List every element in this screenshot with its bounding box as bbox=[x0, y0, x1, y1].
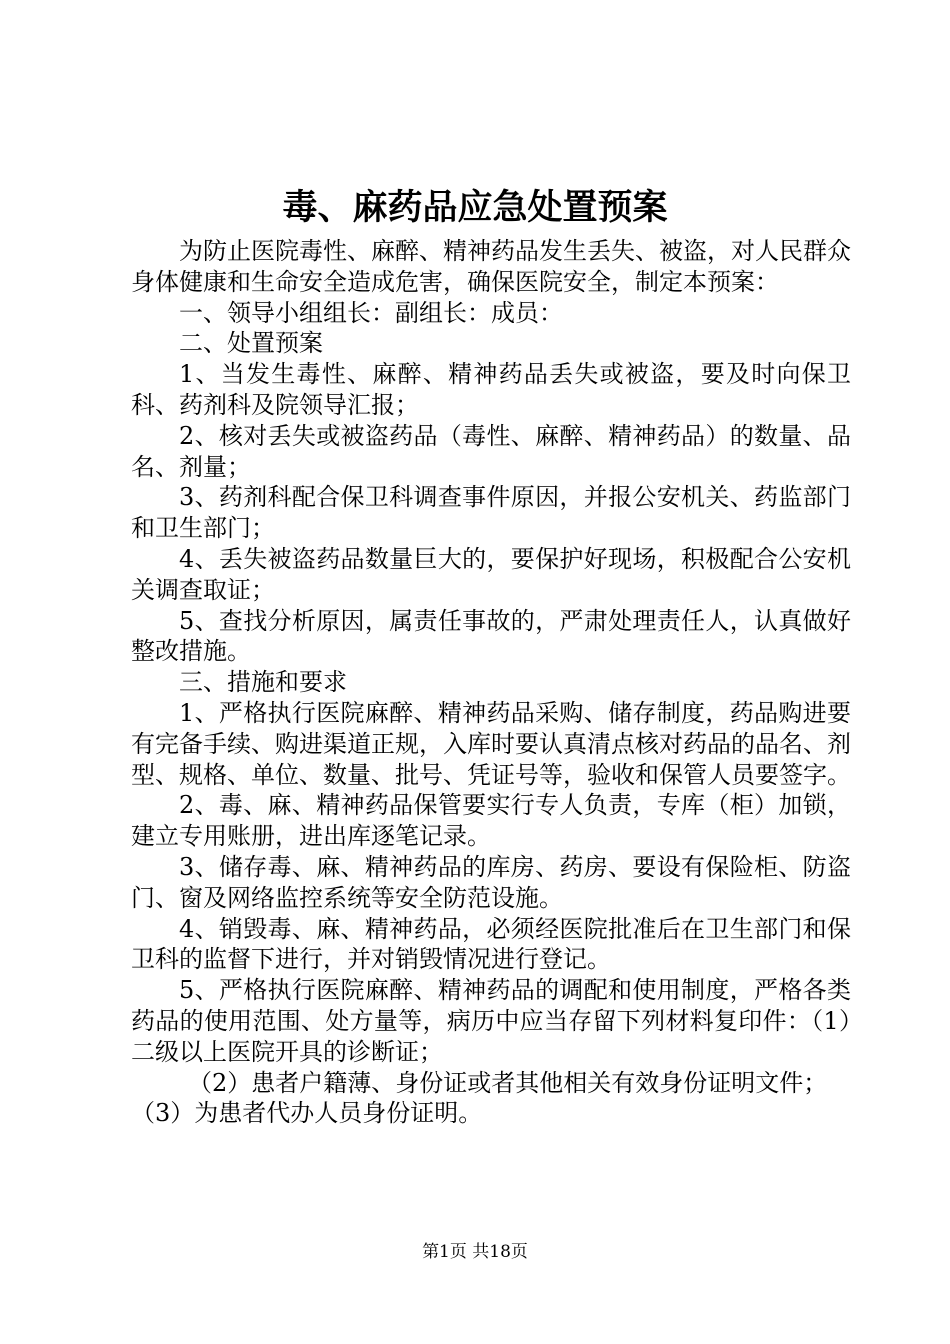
page-number-footer: 第1页 共18页 bbox=[422, 1242, 528, 1262]
paragraph-item: 1、严格执行医院麻醉、精神药品采购、储存制度，药品购进要有完备手续、购进渠道正规，入库时要认真清点核对药品的品名、剂型、规格、单位、数量、批号、凭证号等，验收和保管人员要签字。 bbox=[131, 698, 851, 789]
paragraph-item: 5、严格执行医院麻醉、精神药品的调配和使用制度，严格各类药品的使用范围、处方量等，病历中应当存留下列材料复印件：（1）二级以上医院开具的诊断证； bbox=[131, 976, 851, 1066]
paragraph-intro: 为防止医院毒性、麻醉、精神药品发生丢失、被盗，对人民群众身体健康和生命安全造成危害，确保医院安全，制定本预案： bbox=[131, 237, 851, 296]
section-heading-measures: 三、措施和要求 bbox=[179, 668, 347, 697]
paragraph-item: 2、毒、麻、精神药品保管要实行专人负责，专库（柜）加锁，建立专用账册，进出库逐笔记录。 bbox=[131, 791, 851, 851]
paragraph-item: 2、核对丢失或被盗药品（毒性、麻醉、精神药品）的数量、品名、剂量； bbox=[131, 421, 851, 481]
paragraph-item: 4、丢失被盗药品数量巨大的，要保护好现场，积极配合公安机关调查取证； bbox=[131, 544, 851, 604]
section-heading-response-plan: 二、处置预案 bbox=[179, 329, 323, 358]
paragraph-subitem: （2）患者户籍薄、身份证或者其他相关有效身份证明文件； bbox=[188, 1068, 828, 1097]
paragraph-item: 1、当发生毒性、麻醉、精神药品丢失或被盗，要及时向保卫科、药剂科及院领导汇报； bbox=[131, 360, 851, 419]
document-body bbox=[131, 236, 851, 1129]
document-title: 毒、麻药品应急处置预案 bbox=[282, 187, 668, 228]
paragraph-item: 4、销毁毒、麻、精神药品，必须经医院批准后在卫生部门和保卫科的监督下进行，并对销毁情况进行登记。 bbox=[131, 914, 851, 974]
paragraph-item: 3、储存毒、麻、精神药品的库房、药房、要设有保险柜、防盗门、窗及网络监控系统等安全防范设施。 bbox=[131, 852, 851, 912]
section-heading-leadership: 一、领导小组组长：副组长：成员： bbox=[179, 298, 563, 327]
paragraph-item: 3、药剂科配合保卫科调查事件原因，并报公安机关、药监部门和卫生部门； bbox=[131, 483, 851, 543]
paragraph-subitem: （3）为患者代办人员身份证明。 bbox=[131, 1099, 483, 1128]
paragraph-item: 5、查找分析原因，属责任事故的，严肃处理责任人，认真做好整改措施。 bbox=[131, 606, 851, 666]
